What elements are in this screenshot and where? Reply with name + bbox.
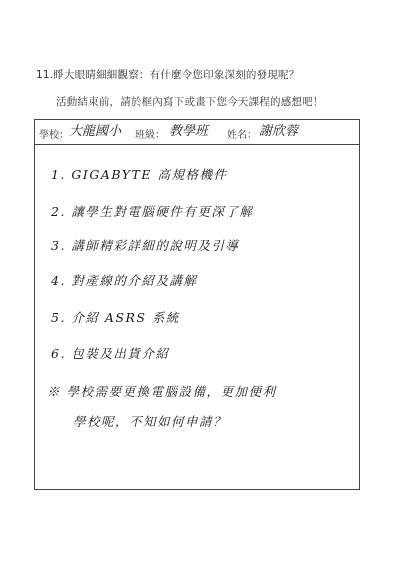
handwritten-line: 6. 包裝及出貨介紹 (51, 346, 170, 361)
question-line-2: 活動結束前，請於框內寫下或畫下您今天課程的感想吧！ (56, 96, 324, 108)
answer-frame (34, 119, 360, 490)
name-value: 謝欣蓉 (259, 124, 299, 139)
question-line-1: 11.睜大眼睛細細觀察：有什麼令您印象深刻的發現呢？ (36, 69, 300, 81)
class-value: 教學班 (169, 124, 209, 139)
school-value: 大龍國小 (69, 124, 122, 139)
handwritten-line: ※ 學校需要更換電腦設備，更加便利 (47, 384, 277, 399)
class-label: 班級： (135, 130, 165, 141)
handwritten-line: 5. 介紹 ASRS 系統 (51, 310, 180, 325)
handwritten-line: 學校呢，不知如何申請？ (73, 414, 228, 429)
handwritten-line: 3. 講師精彩詳細的說明及引導 (51, 238, 240, 253)
handwritten-line: 1. GIGABYTE 高規格機件 (51, 167, 228, 182)
name-label: 姓名： (227, 130, 257, 141)
handwritten-line: 2. 讓學生對電腦硬件有更深了解 (51, 204, 254, 219)
form-header (35, 120, 359, 145)
handwritten-line: 4. 對產線的介紹及講解 (51, 273, 198, 288)
school-label: 學校： (39, 130, 69, 141)
